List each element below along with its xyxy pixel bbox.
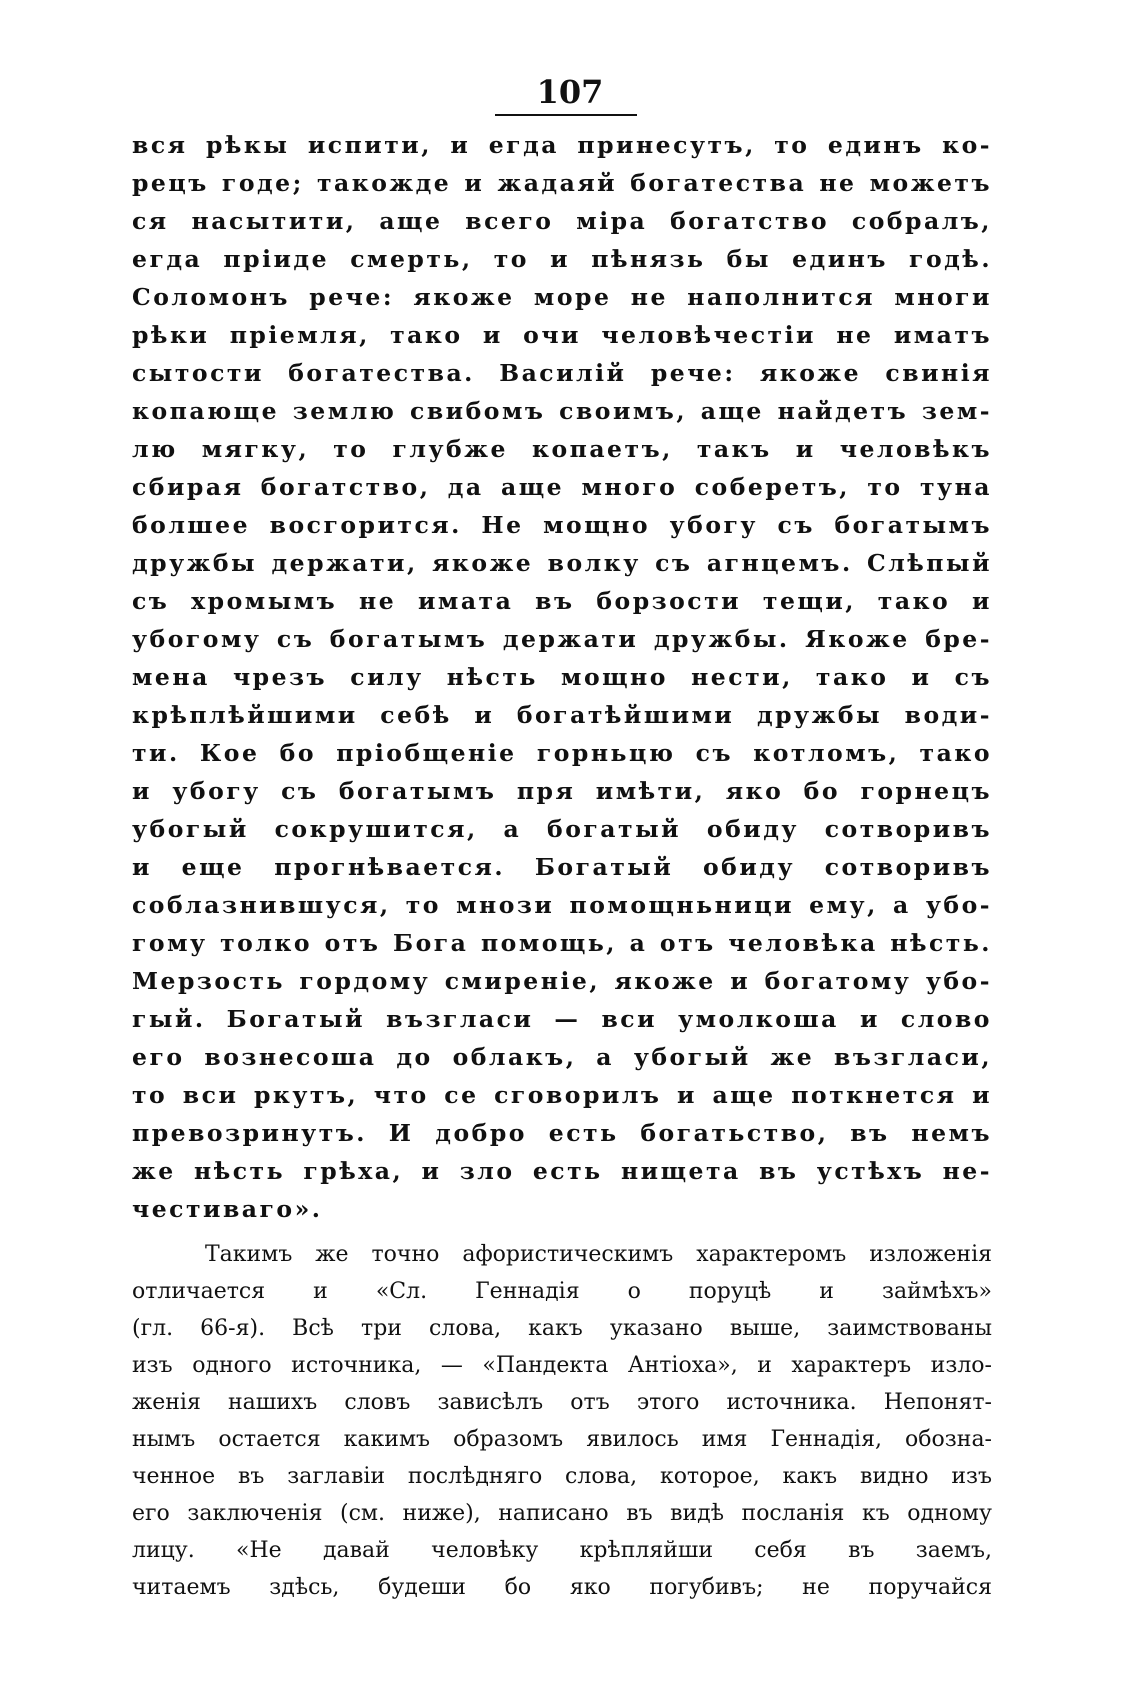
quote-line: то вси ркутъ, что се сговорилъ и аще поткнется и — [132, 1081, 992, 1109]
quote-line: соблазнившуся, то мнози помощньници ему, а убо- — [132, 891, 992, 919]
header-rule — [495, 114, 637, 116]
quote-line: же нѣсть грѣха, и зло есть нищета въ устѣхъ не- — [132, 1157, 992, 1185]
quote-line: копающе землю свибомъ своимъ, аще найдетъ зем- — [132, 397, 992, 425]
paragraph-line: женія нашихъ словъ зависѣлъ отъ этого источника. Непонят- — [132, 1390, 992, 1415]
paragraph-line: нымъ остается какимъ образомъ явилось имя Геннадія, обозна- — [132, 1427, 992, 1452]
quote-line: и еще прогнѣвается. Богатый обиду сотворивъ — [132, 853, 992, 881]
quote-line: егда пріиде смерть, то и пѣнязь бы единъ годѣ. — [132, 245, 992, 273]
quote-line: съ хромымъ не имата въ борзости тещи, тако и — [132, 587, 992, 615]
quote-line: ся насытити, аще всего міра богатство собралъ, — [132, 207, 992, 235]
paragraph-line: (гл. 66-я). Всѣ три слова, какъ указано выше, заимствованы — [132, 1316, 992, 1341]
quote-line: сбирая богатство, да аще много соберетъ, то туна — [132, 473, 992, 501]
paragraph-line: изъ одного источника, — «Пандекта Антіоха», и характеръ изло- — [132, 1353, 992, 1378]
paragraph-line: лицу. «Не давай человѣку крѣпляйши себя въ заемъ, — [132, 1538, 992, 1563]
quote-line: лю мягку, то глубже копаетъ, такъ и человѣкъ — [132, 435, 992, 463]
quote-line: болшее восгорится. Не мощно убогу съ богатымъ — [132, 511, 992, 539]
quote-line: дружбы держати, якоже волку съ агнцемъ. Слѣпый — [132, 549, 992, 577]
quote-line: честиваго». — [132, 1195, 323, 1223]
quote-line: Соломонъ рече: якоже море не наполнится многи — [132, 283, 992, 311]
quote-line: вся рѣкы испити, и егда принесутъ, то единъ ко- — [132, 131, 992, 159]
paragraph-line: Такимъ же точно афористическимъ характеромъ изложенія — [205, 1242, 992, 1267]
quote-line: Мерзость гордому смиреніе, якоже и богатому убо- — [132, 967, 992, 995]
quote-line: его вознесоша до облакъ, а убогый же възгласи, — [132, 1043, 992, 1071]
quote-line: мена чрезъ силу нѣсть мощно нести, тако и съ — [132, 663, 992, 691]
quote-line: превозринутъ. И добро есть богатьство, въ немъ — [132, 1119, 992, 1147]
quote-line: убогому съ богатымъ держати дружбы. Якоже бре- — [132, 625, 992, 653]
quote-line: крѣплѣйшими себѣ и богатѣйшими дружбы води- — [132, 701, 992, 729]
quote-line: гому толко отъ Бога помощь, а отъ человѣка нѣсть. — [132, 929, 992, 957]
page-number: 107 — [536, 73, 604, 111]
quote-line: ти. Кое бо пріобщеніе горньцю съ котломъ, тако — [132, 739, 992, 767]
quote-line: сытости богатества. Василій рече: якоже свинія — [132, 359, 992, 387]
quote-line: убогый сокрушится, а богатый обиду сотворивъ — [132, 815, 992, 843]
paragraph-line: ченное въ заглавіи послѣдняго слова, которое, какъ видно изъ — [132, 1464, 992, 1489]
quote-line: рецъ годе; такожде и жадаяй богатества не можетъ — [132, 169, 992, 197]
paragraph-line: читаемъ здѣсь, будеши бо яко погубивъ; не поручайся — [132, 1575, 992, 1600]
quote-line: и убогу съ богатымъ пря имѣти, яко бо горнецъ — [132, 777, 992, 805]
quote-line: рѣки пріемля, тако и очи человѣчестіи не иматъ — [132, 321, 992, 349]
paragraph-line: отличается и «Сл. Геннадія о поруцѣ и займѣхъ» — [132, 1279, 992, 1304]
quote-line: гый. Богатый възгласи — вси умолкоша и слово — [132, 1005, 992, 1033]
paragraph-line: его заключенія (см. ниже), написано въ видѣ посланія къ одному — [132, 1501, 992, 1526]
